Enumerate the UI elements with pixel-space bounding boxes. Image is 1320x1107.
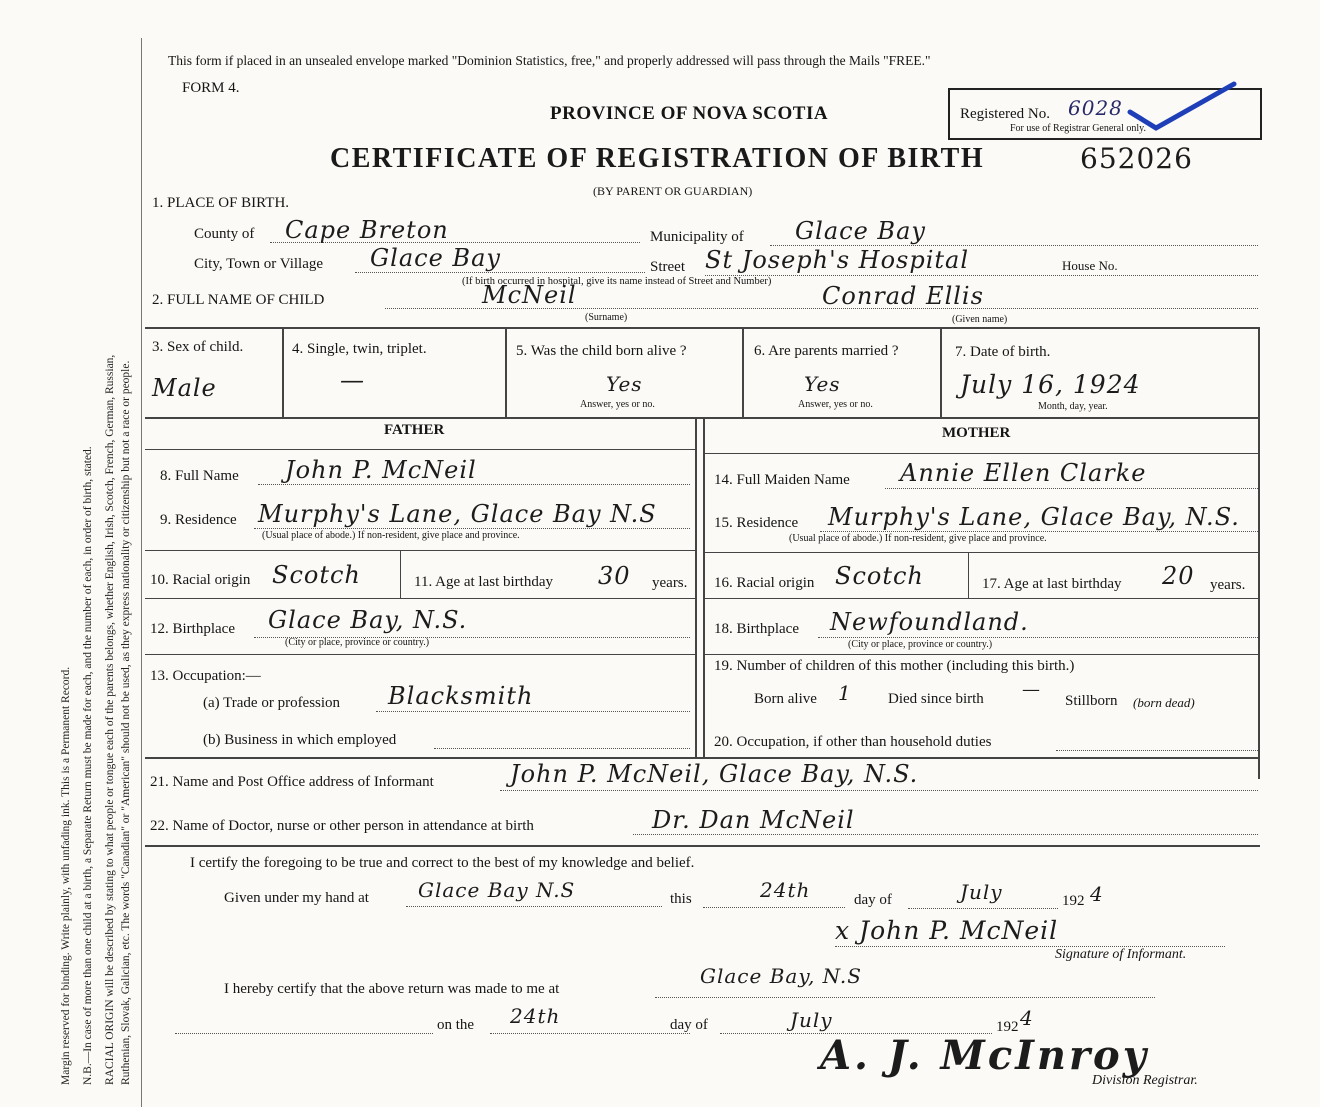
died-label: Died since birth (888, 691, 984, 707)
dob-value: July 16, 1924 (960, 370, 1141, 399)
mother-name-value: Annie Ellen Clarke (900, 459, 1147, 487)
given-year-prefix: 192 (1062, 893, 1085, 909)
mother-children-label: 19. Number of children of this mother (including this birth.) (714, 658, 1075, 674)
house-number-label: House No. (1062, 258, 1118, 273)
registered-label: Registered No. (960, 106, 1050, 122)
mother-birthplace-note: (City or place, province or country.) (848, 639, 993, 650)
document-title: CERTIFICATE OF REGISTRATION OF BIRTH (330, 143, 985, 174)
father-business-label: (b) Business in which employed (203, 732, 397, 748)
born-alive-count-label: Born alive (754, 691, 817, 707)
given-year-value: 4 (1090, 882, 1104, 906)
father-residence-label: 9. Residence (160, 512, 237, 528)
margin-note-racial-origin: RACIAL ORIGIN will be described by stating to what people or tongue each of the parents belongs, whether English, Irish, Scotch, French, German, Russian, (104, 354, 116, 1085)
return-place-value: Glace Bay, N.S (700, 964, 862, 988)
mother-residence-note: (Usual place of abode.) If non-resident, give place and province. (789, 533, 1047, 544)
given-day-of-label: day of (854, 892, 892, 908)
mother-age-label: 17. Age at last birthday (982, 576, 1122, 592)
informant-signature-label: Signature of Informant. (1055, 947, 1187, 962)
father-occupation-label: 13. Occupation:— (150, 668, 261, 684)
street-label: Street (650, 259, 685, 275)
binding-line (141, 38, 142, 1107)
informant-value: John P. McNeil, Glace Bay, N.S. (510, 760, 919, 788)
informant-label: 21. Name and Post Office address of Informant (150, 774, 434, 790)
born-alive-count-value: 1 (838, 681, 852, 705)
born-alive-value: Yes (606, 372, 643, 396)
stillborn-label: Stillborn (1065, 693, 1118, 709)
father-heading: FATHER (384, 422, 445, 438)
sex-value: Male (152, 374, 217, 402)
given-day-value: 24th (760, 878, 811, 902)
child-name-label: 2. FULL NAME OF CHILD (152, 292, 325, 308)
father-residence-value: Murphy's Lane, Glace Bay N.S (258, 500, 657, 528)
father-name-value: John P. McNeil (285, 456, 477, 484)
born-alive-label: 5. Was the child born alive ? (516, 343, 687, 359)
on-the-label: on the (437, 1017, 475, 1033)
given-under-hand-label: Given under my hand at (224, 890, 369, 906)
father-origin-label: 10. Racial origin (150, 572, 251, 588)
sex-label: 3. Sex of child. (152, 339, 244, 355)
stillborn-note: (born dead) (1133, 695, 1195, 710)
mother-birthplace-label: 18. Birthplace (714, 621, 799, 637)
parents-married-value: Yes (804, 372, 841, 396)
mother-age-value: 20 (1162, 562, 1195, 590)
registration-box (948, 88, 1262, 140)
return-year-prefix: 192 (996, 1019, 1019, 1035)
parents-married-label: 6. Are parents married ? (754, 343, 899, 359)
registrar-use-note: For use of Registrar General only. (1010, 123, 1146, 134)
margin-note-racial-origin-cont: Ruthenian, Slovak, Galician, etc. The words "Canadian" or "American" should not be used, as they express nationality or citizenship but not a race or people. (120, 360, 132, 1085)
given-place-value: Glace Bay N.S (418, 878, 576, 902)
father-residence-note: (Usual place of abode.) If non-resident, give place and province. (262, 530, 520, 541)
mother-residence-label: 15. Residence (714, 515, 799, 531)
child-given-name-value: Conrad Ellis (822, 282, 984, 310)
surname-caption: (Surname) (585, 312, 628, 323)
child-surname-value: McNeil (482, 281, 577, 309)
born-alive-note: Answer, yes or no. (580, 399, 655, 410)
father-age-label: 11. Age at last birthday (414, 574, 553, 590)
margin-note-multiple-births: N.B.—In case of more than one child at a birth, a Separate Return must be made for each, and the number of each, in order of birth, stated. (82, 446, 94, 1085)
father-name-label: 8. Full Name (160, 468, 239, 484)
dob-label: 7. Date of birth. (955, 344, 1051, 360)
municipality-value: Glace Bay (795, 217, 926, 245)
dob-note: Month, day, year. (1038, 401, 1108, 412)
divider-top (145, 327, 1260, 329)
town-value: Glace Bay (370, 244, 501, 272)
county-label: County of (194, 226, 255, 242)
return-made-label: I hereby certify that the above return was made to me at (224, 981, 560, 997)
form-number: FORM 4. (182, 80, 240, 96)
registered-number: 6028 (1068, 96, 1123, 120)
given-name-caption: (Given name) (952, 314, 1008, 325)
margin-note-binding: Margin reserved for binding. Write plainly, with unfading ink. This is a Permanent Record. (60, 666, 72, 1085)
father-birthplace-value: Glace Bay, N.S. (268, 606, 468, 634)
document-subtitle: (BY PARENT OR GUARDIAN) (593, 184, 753, 198)
given-this-label: this (670, 891, 692, 907)
father-origin-value: Scotch (272, 561, 361, 589)
registrar-signature-label: Division Registrar. (1092, 1073, 1198, 1088)
mother-origin-value: Scotch (835, 562, 924, 590)
mother-birthplace-value: Newfoundland. (830, 608, 1029, 636)
hospital-note: (If birth occurred in hospital, give its name instead of Street and Number) (462, 276, 772, 287)
mother-name-label: 14. Full Maiden Name (714, 472, 850, 488)
mother-heading: MOTHER (942, 425, 1011, 441)
father-age-years: years. (652, 575, 688, 591)
province-heading: PROVINCE OF NOVA SCOTIA (550, 103, 829, 124)
father-birthplace-note: (City or place, province or country.) (285, 637, 430, 648)
stamp-number: 652026 (1080, 142, 1193, 175)
return-year-value: 4 (1020, 1006, 1034, 1030)
father-trade-value: Blacksmith (388, 682, 534, 710)
return-month-value: July (790, 1008, 833, 1032)
mother-age-years: years. (1210, 577, 1246, 593)
parents-married-note: Answer, yes or no. (798, 399, 873, 410)
place-of-birth-label: 1. PLACE OF BIRTH. (152, 195, 290, 211)
certify-statement: I certify the foregoing to be true and correct to the best of my knowledge and belief. (190, 855, 695, 871)
plurality-value: — (340, 366, 365, 394)
mother-occupation-label: 20. Occupation, if other than household duties (714, 734, 992, 750)
day-of-2-label: day of (670, 1017, 708, 1033)
postal-notice: This form if placed in an unsealed envelope marked "Dominion Statistics, free," and properly addressed will pass through the Mails "FREE." (168, 53, 931, 68)
town-label: City, Town or Village (194, 256, 324, 272)
father-age-value: 30 (598, 562, 631, 590)
mother-residence-value: Murphy's Lane, Glace Bay, N.S. (828, 503, 1240, 531)
father-trade-label: (a) Trade or profession (203, 695, 341, 711)
doctor-value: Dr. Dan McNeil (652, 806, 855, 834)
given-month-value: July (960, 880, 1003, 904)
father-birthplace-label: 12. Birthplace (150, 621, 235, 637)
doctor-label: 22. Name of Doctor, nurse or other person in attendance at birth (150, 818, 534, 834)
blue-check-mark (1122, 78, 1242, 138)
street-value: St Joseph's Hospital (705, 246, 970, 274)
plurality-label: 4. Single, twin, triplet. (292, 341, 427, 357)
county-value: Cape Breton (285, 216, 449, 244)
municipality-label: Municipality of (650, 229, 744, 245)
died-value: — (1022, 679, 1041, 700)
mother-origin-label: 16. Racial origin (714, 575, 815, 591)
registrar-signature: A. J. McInroy (820, 1032, 1149, 1079)
on-the-day-value: 24th (510, 1004, 561, 1028)
informant-signature: x John P. McNeil (835, 916, 1059, 945)
